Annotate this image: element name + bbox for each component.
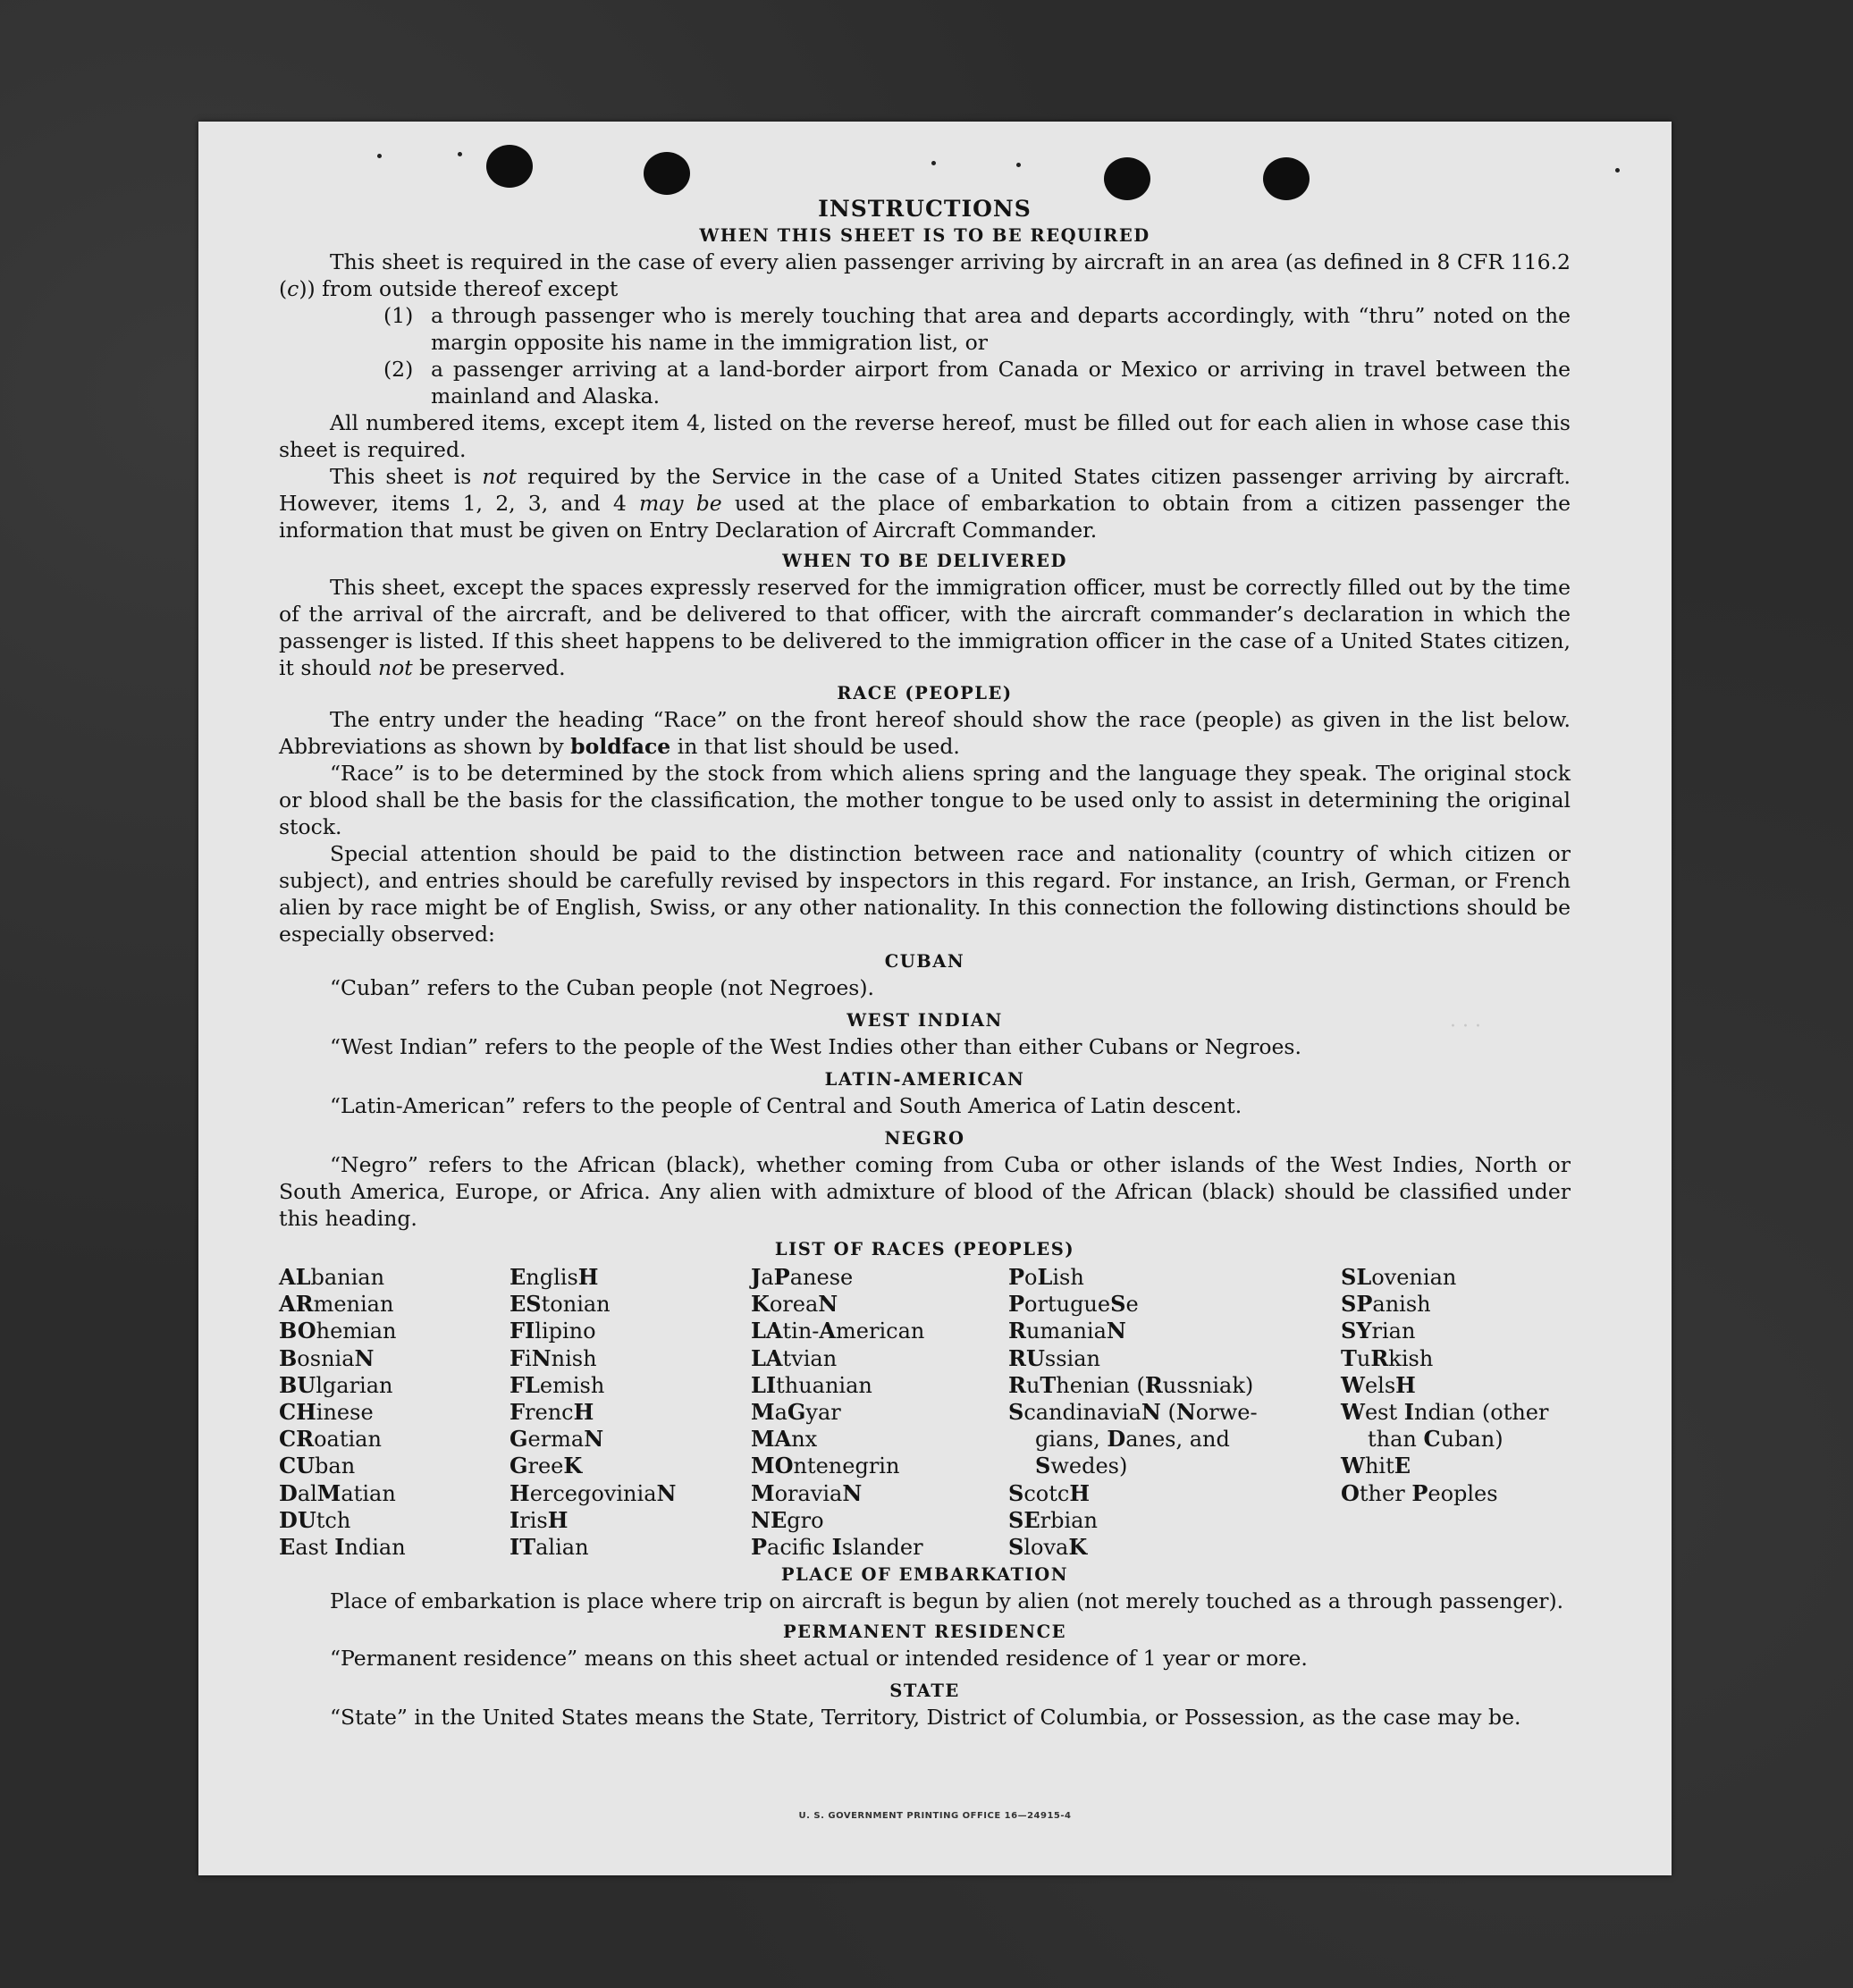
bleed-through: · · · (1450, 1015, 1481, 1038)
races-column-4 (1008, 1264, 1341, 1561)
heading-negro: NEGRO (884, 1128, 965, 1149)
race-entry: East Indian (279, 1534, 406, 1561)
race-entry: DUtch (279, 1506, 351, 1533)
speck (1016, 163, 1021, 167)
race-entry: SlovaK (1008, 1534, 1088, 1561)
paragraph-negro: “Negro” refers to the African (black), whether coming from Cuba or other islands of the West Indies, North or South America, Europe, or Africa. Any alien with admixture of blood of the African (black) should be classified under this heading. (279, 1152, 1571, 1231)
race-entry: PoLish (1008, 1264, 1084, 1290)
race-entry: SLovenian (1341, 1264, 1457, 1290)
race-entry: NEgro (751, 1506, 824, 1533)
race-entry: ALbanian (279, 1264, 385, 1290)
race-entry: ITalian (510, 1534, 589, 1561)
race-entry: ARmenian (279, 1291, 394, 1318)
paragraph-race-distinction: Special attention should be paid to the distinction between race and nationality (country of which citizen or subject), and entries should be carefully revised by inspectors in this regard. For instance, an Irish, German, or French alien by race might be of English, Swiss, or any other nationality. In this connection the following distinctions should be especially observed: (279, 841, 1571, 947)
races-column-5 (1341, 1264, 1571, 1561)
race-entry: SYrian (1341, 1318, 1416, 1344)
heading-state: STATE (889, 1681, 960, 1702)
race-entry: EnglisH (510, 1264, 599, 1290)
paragraph-required-intro: This sheet is required in the case of every alien passenger arriving by aircraft in an area (as defined in 8 CFR 116.2 (c)) from outside thereof except (279, 249, 1571, 301)
race-entry: WhitE (1341, 1453, 1411, 1479)
heading-required: WHEN THIS SHEET IS TO BE REQUIRED (699, 225, 1150, 246)
race-entry: GreeK (510, 1453, 583, 1479)
heading-delivered: WHEN TO BE DELIVERED (782, 551, 1067, 571)
speck (931, 161, 936, 165)
paragraph-race-definition: “Race” is to be determined by the stock from which aliens spring and the language they speak. The original stock or blood shall be the basis for the classification, the mother tongue to be used only to assist in determining the original stock. (279, 761, 1571, 839)
race-entry: West Indian (other (1341, 1399, 1549, 1426)
race-entry: than Cuban) (1368, 1426, 1503, 1453)
race-entry: RUssian (1008, 1344, 1100, 1371)
race-entry: ScotcH (1008, 1479, 1091, 1506)
race-entry: RuThenian (Russniak) (1008, 1371, 1254, 1398)
race-entry: KoreaN (751, 1291, 838, 1318)
race-entry: MAnx (751, 1426, 818, 1453)
punch-hole (1263, 157, 1310, 200)
race-entry: CHinese (279, 1399, 374, 1426)
paragraph-numbered-items: All numbered items, except item 4, listed on the reverse hereof, must be filled out for each alien in whose case this sheet is required. (279, 410, 1571, 462)
race-entry: IrisH (510, 1506, 569, 1533)
heading-cuban: CUBAN (884, 951, 965, 972)
race-entry: Swedes) (1035, 1453, 1128, 1479)
race-entry: gians, Danes, and (1035, 1426, 1230, 1453)
paragraph-delivered: This sheet, except the spaces expressly reserved for the immigration officer, must be correctly filled out by the time of the arrival of the aircraft, and be delivered to that officer, with the aircraft commander’s declaration in which the passenger is listed. If this sheet happens to be delivered to the immigration officer in the case of a United States citizen, it should not be preserved. (279, 575, 1571, 680)
heading-latin-american: LATIN-AMERICAN (824, 1069, 1025, 1090)
race-entry: LAtvian (751, 1344, 838, 1371)
races-column-2 (510, 1264, 751, 1561)
speck (377, 154, 382, 158)
race-entry: MOntenegrin (751, 1453, 900, 1479)
race-entry: BosniaN (279, 1344, 375, 1371)
heading-west-indian: WEST INDIAN (846, 1010, 1003, 1031)
race-entry: SErbian (1008, 1506, 1098, 1533)
race-entry: JaPanese (751, 1264, 854, 1290)
punch-hole (486, 145, 533, 188)
races-column-1 (279, 1264, 510, 1561)
race-entry: EStonian (510, 1291, 611, 1318)
speck (1615, 168, 1620, 173)
paragraph-residence: “Permanent residence” means on this sheet actual or intended residence of 1 year or more. (330, 1646, 1308, 1672)
race-entry: Pacific Islander (751, 1534, 923, 1561)
race-entry: LIthuanian (751, 1371, 872, 1398)
race-entry: PortugueSe (1008, 1291, 1139, 1318)
printer-imprint: U. S. GOVERNMENT PRINTING OFFICE 16—24915-4 (798, 1811, 1072, 1821)
paragraph-latin-american: “Latin-American” refers to the people of Central and South America of Latin descent. (330, 1093, 1242, 1118)
race-entry: SPanish (1341, 1291, 1431, 1318)
race-entry: FLemish (510, 1371, 605, 1398)
races-list (279, 1264, 1571, 1561)
race-entry: FiNnish (510, 1344, 597, 1371)
race-entry: FIlipino (510, 1318, 596, 1344)
race-entry: HercegoviniaN (510, 1479, 677, 1506)
paragraph-embarkation: Place of embarkation is place where trip on aircraft is begun by alien (not merely touched as a through passenger). (330, 1588, 1564, 1614)
race-entry: FrencH (510, 1399, 594, 1426)
paragraph-race-entry: The entry under the heading “Race” on the front hereof should show the race (people) as given in the list below. Abbreviations as shown by boldface in that list should be used. (279, 707, 1571, 759)
heading-race: RACE (PEOPLE) (837, 683, 1013, 703)
race-entry: BUlgarian (279, 1371, 393, 1398)
paragraph-citizen: This sheet is not required by the Service in the case of a United States citizen passenger arriving by aircraft. However, items 1, 2, 3, and 4 may be used at the place of embarkation to obtain from a citizen passenger the information that must be given on Entry Declaration of Aircraft Commander. (279, 464, 1571, 543)
punch-hole (644, 152, 690, 195)
page-title: INSTRUCTIONS (818, 196, 1032, 222)
paragraph-west-indian: “West Indian” refers to the people of the West Indies other than either Cubans or Negroes. (330, 1034, 1301, 1059)
heading-residence: PERMANENT RESIDENCE (782, 1622, 1066, 1643)
races-column-3 (751, 1264, 1008, 1561)
heading-races-list: LIST OF RACES (PEOPLES) (774, 1239, 1075, 1259)
heading-embarkation: PLACE OF EMBARKATION (780, 1564, 1069, 1586)
exception-item-1: (1) a through passenger who is merely touching that area and departs accordingly, with “thru” noted on the margin opposite his name in the immigration list, or (383, 303, 1571, 355)
race-entry: CUban (279, 1453, 356, 1479)
instruction-sheet (198, 122, 1672, 1875)
race-entry: TuRkish (1341, 1344, 1434, 1371)
race-entry: MaGyar (751, 1399, 841, 1426)
race-entry: GermaN (510, 1426, 604, 1453)
race-entry: CRoatian (279, 1426, 382, 1453)
race-entry: MoraviaN (751, 1479, 863, 1506)
race-entry: ScandinaviaN (Norwe- (1008, 1399, 1258, 1426)
instructions-body (279, 195, 1571, 1731)
race-entry: BOhemian (279, 1318, 397, 1344)
race-entry: Other Peoples (1341, 1479, 1498, 1506)
paragraph-cuban: “Cuban” refers to the Cuban people (not Negroes). (330, 975, 875, 1000)
speck (458, 152, 462, 156)
race-entry: LAtin-American (751, 1318, 925, 1344)
race-entry: WelsH (1341, 1371, 1416, 1398)
race-entry: RumaniaN (1008, 1318, 1126, 1344)
exception-item-2: (2) a passenger arriving at a land-border airport from Canada or Mexico or arriving in travel between the mainland and Alaska. (383, 357, 1571, 409)
paragraph-state: “State” in the United States means the State, Territory, District of Columbia, or Possession, as the case may be. (330, 1705, 1521, 1731)
punch-hole (1104, 157, 1150, 200)
race-entry: DalMatian (279, 1479, 396, 1506)
